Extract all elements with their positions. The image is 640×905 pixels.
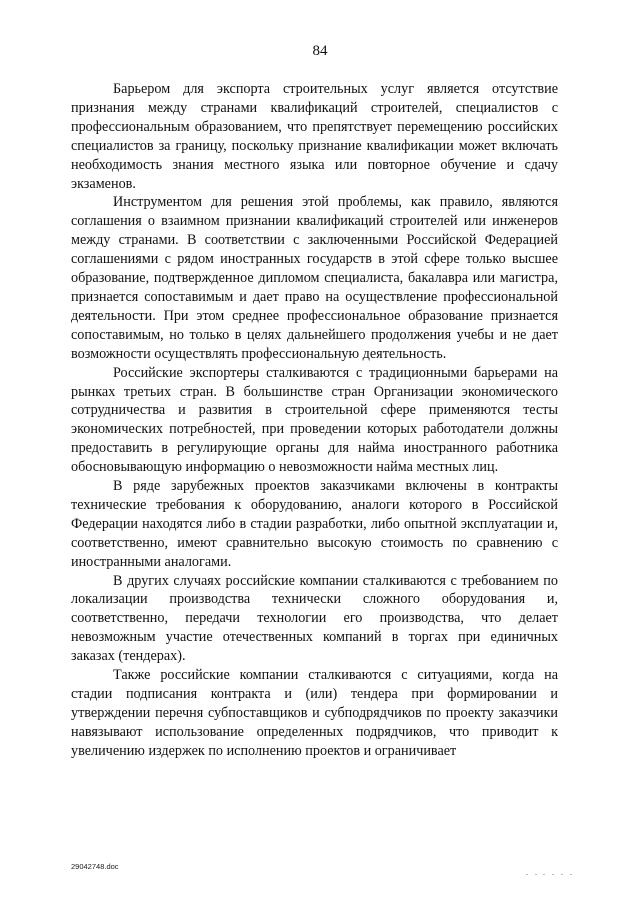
paragraph-traditional-barriers: Российские экспортеры сталкиваются с традиционными барьерами на рынках третьих стран. В большинстве стран Организации экономического сотрудничества и развития в строительной сфере применяются тесты экономических потребностей, при проведении которых работодатели должны предоставить в регулирующие органы для найма иностранного работника обосновывающую информацию о невозможности найма местных лиц. — [71, 364, 558, 476]
paragraph-qualification-barrier: Барьером для экспорта строительных услуг является отсутствие признания между странами квалификаций строителей, специалистов с профессиональным образованием, что препятствует перемещению российских специалистов за границу, поскольку признание квалификации может включать необходимость знания местного языка или повторное обучение и сдачу экзаменов. — [71, 81, 558, 192]
paragraph-mutual-recognition: Инструментом для решения этой проблемы, как правило, являются соглашения о взаимном признании квалификаций строителей или инженеров между странами. В соответствии с заключенными Российской Федерацией соглашениями с рядом иностранных государств в этой сфере только высшее образование, подтвержденное дипломом специалиста, бакалавра или магистра, признается сопоставимым и дает право на осуществление профессиональной деятельности. При этом среднее профессиональное образование признается сопоставимым, но только в целях дальнейшего продолжения учебы и не дает возможности осуществлять профессиональную деятельность. — [71, 194, 558, 362]
paragraph-localization: В других случаях российские компании сталкиваются с требованием по локализации производства технически сложного оборудования и, соответственно, передачи технологии его производства, что делает невозможным участие отечественных компаний в торгах при единичных заказах (тендерах). — [71, 572, 558, 665]
paragraph-technical-requirements: В ряде зарубежных проектов заказчиками включены в контракты технические требования к оборудованию, аналоги которого в Российской Федерации находятся либо в стадии разработки, либо опытной эксплуатации и, соответственно, имеют сравнительно высокую стоимость по сравнению с иностранными аналогами. — [71, 478, 558, 570]
page-number: 84 — [312, 43, 328, 59]
paragraph-subcontractors: Также российские компании сталкиваются с ситуациями, когда на стадии подписания контракта и (или) тендера при формировании и утверждении перечня субпоставщиков и субподрядчиков по проекту заказчики навязывают использование определенных подрядчиков, что приводит к увеличению издержек по исполнению проектов и ограничивает — [71, 667, 558, 759]
footer-filename: 29042748.doc — [71, 862, 119, 871]
body-text — [71, 80, 558, 761]
scan-artifact-dots — [526, 874, 586, 880]
